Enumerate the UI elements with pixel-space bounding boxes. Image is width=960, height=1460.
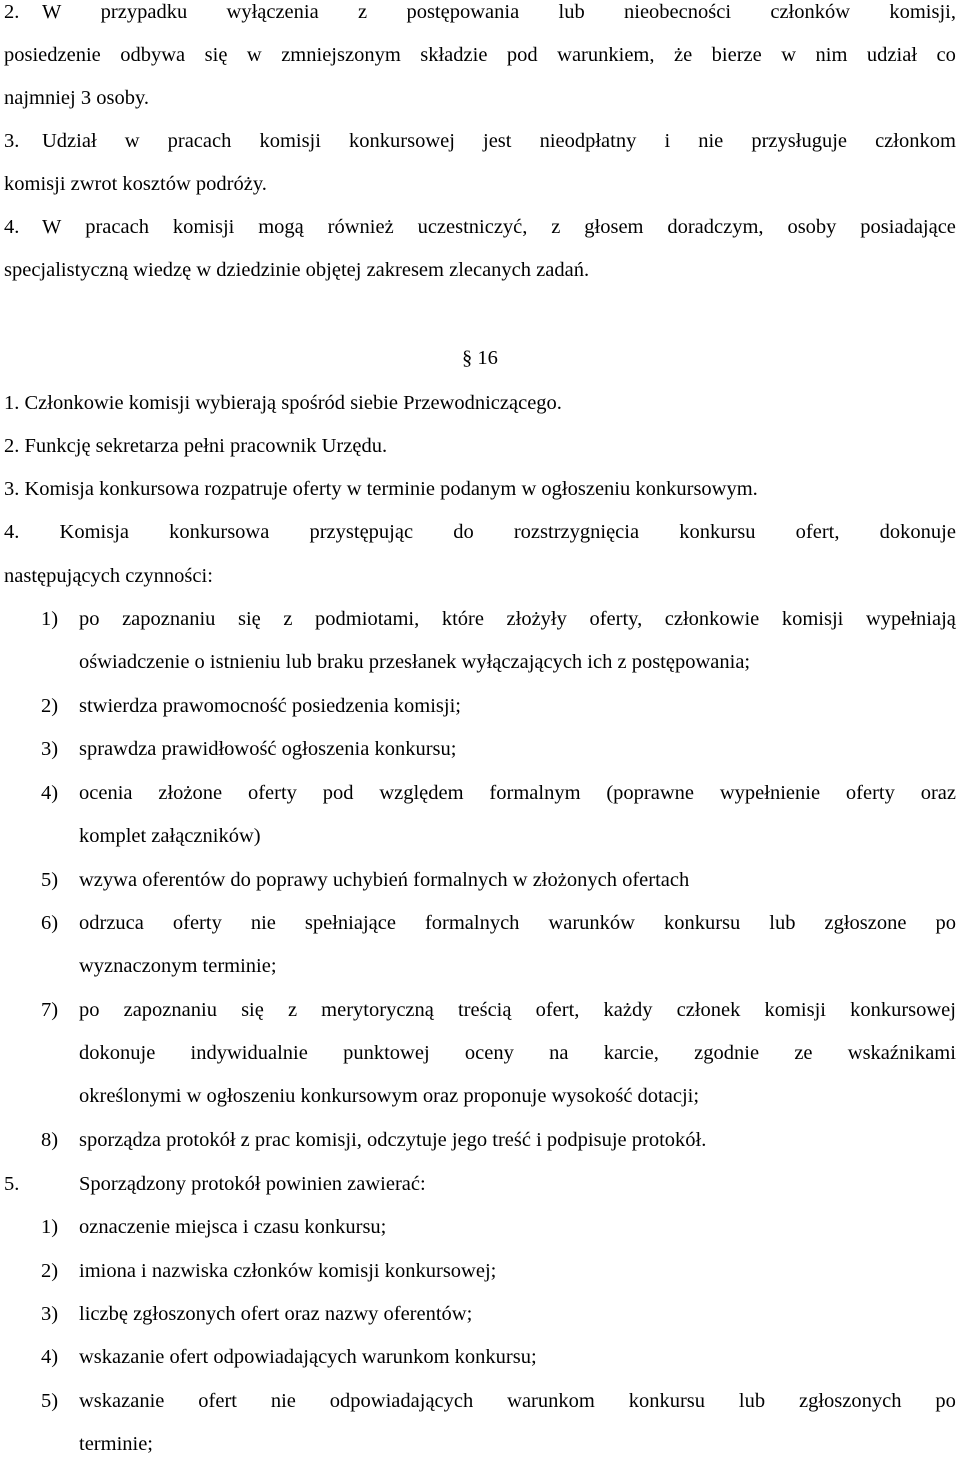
list-item-text-line-2 — [79, 1041, 956, 1065]
word: po — [935, 912, 956, 934]
list-item-number: 2) — [41, 1260, 59, 1282]
word: uczestniczyć, — [417, 216, 528, 238]
word: formalnym — [489, 782, 581, 804]
word: komisji — [781, 608, 844, 630]
word: się — [204, 44, 228, 66]
list-item-number: 5) — [41, 1390, 59, 1412]
word: nim — [815, 44, 848, 66]
word: do — [453, 521, 474, 543]
list-item-text-line-1 — [79, 607, 956, 631]
word: oferty — [247, 782, 297, 804]
list-item-number: 3) — [41, 738, 59, 760]
list-item-text-line-1 — [79, 781, 956, 805]
word: na — [549, 1042, 569, 1064]
word: karcie, — [603, 1042, 659, 1064]
list-item-text: stwierdza prawomocność posiedzenia komisji; — [79, 695, 461, 717]
word: warunkiem, — [557, 44, 655, 66]
word: członków — [770, 1, 851, 23]
word: oceny — [464, 1042, 514, 1064]
word: zgodnie — [694, 1042, 760, 1064]
word: wskaźnikami — [847, 1042, 956, 1064]
list-item-text-line-2: terminie; — [79, 1433, 154, 1455]
word: względem — [379, 782, 464, 804]
word: nie — [698, 130, 724, 152]
list-item-text: wzywa oferentów do poprawy uchybień formalnych w złożonych ofertach — [79, 869, 690, 891]
word: że — [673, 44, 693, 66]
section-16-paragraph-4-line-2: następujących czynności: — [4, 565, 213, 587]
word: ze — [794, 1042, 813, 1064]
word: nieobecności — [624, 1, 732, 23]
word: konkursowa — [169, 521, 270, 543]
paragraph-number: 5. — [4, 1173, 20, 1195]
word: warunkom — [507, 1390, 595, 1412]
word: po — [79, 999, 100, 1021]
word: komisji — [259, 130, 321, 152]
paragraph-2-line-3: najmniej 3 osoby. — [4, 87, 150, 109]
list-item-number: 4) — [41, 1346, 59, 1368]
word: konkursu — [663, 912, 741, 934]
word: (poprawne — [606, 782, 695, 804]
word: pod — [322, 782, 354, 804]
paragraph-3-line-1 — [4, 129, 956, 153]
paragraph-number: 4. — [4, 216, 20, 238]
paragraph-4-line-1 — [4, 215, 956, 239]
list-item-1 — [41, 607, 956, 677]
word: pracach — [85, 216, 149, 238]
word: bierze — [711, 44, 762, 66]
word: dokonuje — [879, 521, 956, 543]
word: nie — [270, 1390, 296, 1412]
word: co — [936, 44, 956, 66]
word: lub — [769, 912, 796, 934]
word: postępowania — [406, 1, 520, 23]
protocol-item-4 — [41, 1345, 956, 1375]
word: w — [246, 44, 262, 66]
word: W — [42, 1, 62, 23]
word: treścią — [457, 999, 512, 1021]
word: pod — [506, 44, 538, 66]
word: lub — [558, 1, 585, 23]
word: odbywa — [120, 44, 186, 66]
word: w — [781, 44, 797, 66]
word: konkursowej — [850, 999, 956, 1021]
word: z — [283, 608, 293, 630]
list-item-2 — [41, 694, 956, 724]
word: oferty — [172, 912, 222, 934]
list-item-text-line-3: określonymi w ogłoszeniu konkursowym oraz proponuje wysokość dotacji; — [79, 1085, 700, 1107]
word: po — [935, 1390, 956, 1412]
list-item-text-line-1 — [79, 911, 956, 935]
section-16-paragraph-2: 2. Funkcję sekretarza pełni pracownik Urzędu. — [4, 435, 388, 457]
word: konkursu — [628, 1390, 706, 1412]
word: każdy — [603, 999, 653, 1021]
list-item-text-line-2: oświadczenie o istnieniu lub braku przesłanek wyłączających ich z postępowania; — [79, 651, 751, 673]
list-item-text-line-1 — [79, 998, 956, 1022]
word: wyłączenia — [226, 1, 319, 23]
paragraph-3-line-2: komisji zwrot kosztów podróży. — [4, 173, 267, 195]
word: odrzuca — [79, 912, 144, 934]
word: punktowej — [343, 1042, 430, 1064]
list-item-3 — [41, 737, 956, 767]
list-item-text: sprawdza prawidłowość ogłoszenia konkursu; — [79, 738, 457, 760]
list-item-text: sporządza protokół z prac komisji, odczytuje jego treść i podpisuje protokół. — [79, 1129, 707, 1151]
word: wypełniają — [865, 608, 956, 630]
paragraph-4-line-2: specjalistyczną wiedzę w dziedzinie objętej zakresem zlecanych zadań. — [4, 259, 590, 281]
list-item-text: liczbę zgłoszonych ofert oraz nazwy oferentów; — [79, 1303, 473, 1325]
word: oferty, — [589, 608, 643, 630]
word: się — [238, 608, 261, 630]
word: osoby — [787, 216, 837, 238]
word: dokonuje — [79, 1042, 156, 1064]
word: złożone — [158, 782, 223, 804]
word: udział — [866, 44, 918, 66]
word: posiadające — [860, 216, 956, 238]
list-item-text: wskazanie ofert odpowiadających warunkom konkursu; — [79, 1346, 537, 1368]
section-16-paragraph-3: 3. Komisja konkursowa rozpatruje oferty w terminie podanym w ogłoszeniu konkursowym. — [4, 478, 758, 500]
word: ofert — [198, 1390, 237, 1412]
word: Komisja — [59, 521, 129, 543]
word: ocenia — [79, 782, 133, 804]
word: zmniejszonym — [281, 44, 401, 66]
paragraph-2-line-1 — [4, 0, 956, 24]
word: 4. — [4, 521, 20, 543]
word: zapoznaniu — [123, 999, 217, 1021]
word: jest — [483, 130, 512, 152]
word: z — [551, 216, 561, 238]
word: lub — [738, 1390, 766, 1412]
word: po — [79, 608, 100, 630]
word: oferty — [845, 782, 895, 804]
list-item-text-line-2: wyznaczonym terminie; — [79, 955, 277, 977]
list-item-4 — [41, 781, 956, 851]
section-16-paragraph-5 — [4, 1172, 956, 1202]
paragraph-number: 2. — [4, 1, 20, 23]
list-item-number: 2) — [41, 695, 59, 717]
word: członkowie — [664, 608, 760, 630]
word: zapoznaniu — [122, 608, 216, 630]
word: przypadku — [100, 1, 188, 23]
list-item-number: 7) — [41, 999, 59, 1021]
list-item-text: oznaczenie miejsca i czasu konkursu; — [79, 1216, 387, 1238]
word: wypełnienie — [719, 782, 821, 804]
word: przystępując — [309, 521, 414, 543]
word: merytoryczną — [321, 999, 434, 1021]
word: komisji — [764, 999, 826, 1021]
word: głosem — [584, 216, 644, 238]
word: W — [42, 216, 62, 238]
word: posiedzenie — [4, 44, 101, 66]
paragraph-text: Sporządzony protokół powinien zawierać: — [79, 1173, 426, 1195]
word: w — [124, 130, 140, 152]
paragraph-2-line-2 — [4, 43, 956, 67]
word: rozstrzygnięcia — [513, 521, 640, 543]
word: z — [287, 999, 298, 1021]
word: wskazanie — [79, 1390, 165, 1412]
word: zgłoszonych — [799, 1390, 902, 1412]
word: członkom — [875, 130, 956, 152]
word: mogą — [258, 216, 304, 238]
word: komisji, — [889, 1, 956, 23]
word: się — [241, 999, 264, 1021]
word: indywidualnie — [190, 1042, 308, 1064]
section-16-paragraph-4-line-1 — [4, 520, 956, 544]
list-item-number: 4) — [41, 782, 59, 804]
list-item-5 — [41, 868, 956, 898]
list-item-number: 6) — [41, 912, 59, 934]
protocol-item-2 — [41, 1259, 956, 1289]
word: nie — [250, 912, 276, 934]
word: ofert, — [535, 999, 580, 1021]
word: formalnych — [424, 912, 520, 934]
list-item-number: 3) — [41, 1303, 59, 1325]
word: również — [327, 216, 394, 238]
word: zgłoszone — [824, 912, 907, 934]
protocol-item-5 — [41, 1389, 956, 1459]
list-item-text-line-2: komplet załączników) — [79, 825, 261, 847]
word: podmiotami, — [315, 608, 420, 630]
word: przysługuje — [751, 130, 847, 152]
word: które — [441, 608, 484, 630]
word: składzie — [420, 44, 488, 66]
section-16-paragraph-1: 1. Członkowie komisji wybierają spośród siebie Przewodniczącego. — [4, 392, 562, 414]
list-item-text: imiona i nazwiska członków komisji konkursowej; — [79, 1260, 497, 1282]
paragraph-number: 3. — [4, 130, 20, 152]
word: odpowiadających — [329, 1390, 474, 1412]
word: warunków — [548, 912, 635, 934]
list-item-number: 8) — [41, 1129, 59, 1151]
word: Udział — [42, 130, 97, 152]
word: członek — [676, 999, 741, 1021]
protocol-item-3 — [41, 1302, 956, 1332]
word: nieodpłatny — [539, 130, 637, 152]
word: konkursu — [679, 521, 756, 543]
list-item-7 — [41, 998, 956, 1113]
list-item-number: 5) — [41, 869, 59, 891]
word: i — [664, 130, 671, 152]
section-16-heading: § 16 — [462, 347, 498, 369]
list-item-number: 1) — [41, 608, 59, 630]
word: złożyły — [506, 608, 567, 630]
list-item-8 — [41, 1128, 956, 1158]
word: oraz — [920, 782, 956, 804]
word: konkursowej — [349, 130, 455, 152]
word: doradczym, — [667, 216, 764, 238]
word: z — [358, 1, 368, 23]
word: spełniające — [304, 912, 396, 934]
word: pracach — [167, 130, 232, 152]
list-item-text-line-1 — [79, 1389, 956, 1413]
list-item-number: 1) — [41, 1216, 59, 1238]
protocol-item-1 — [41, 1215, 956, 1245]
word: ofert, — [795, 521, 840, 543]
list-item-6 — [41, 911, 956, 981]
word: komisji — [172, 216, 235, 238]
